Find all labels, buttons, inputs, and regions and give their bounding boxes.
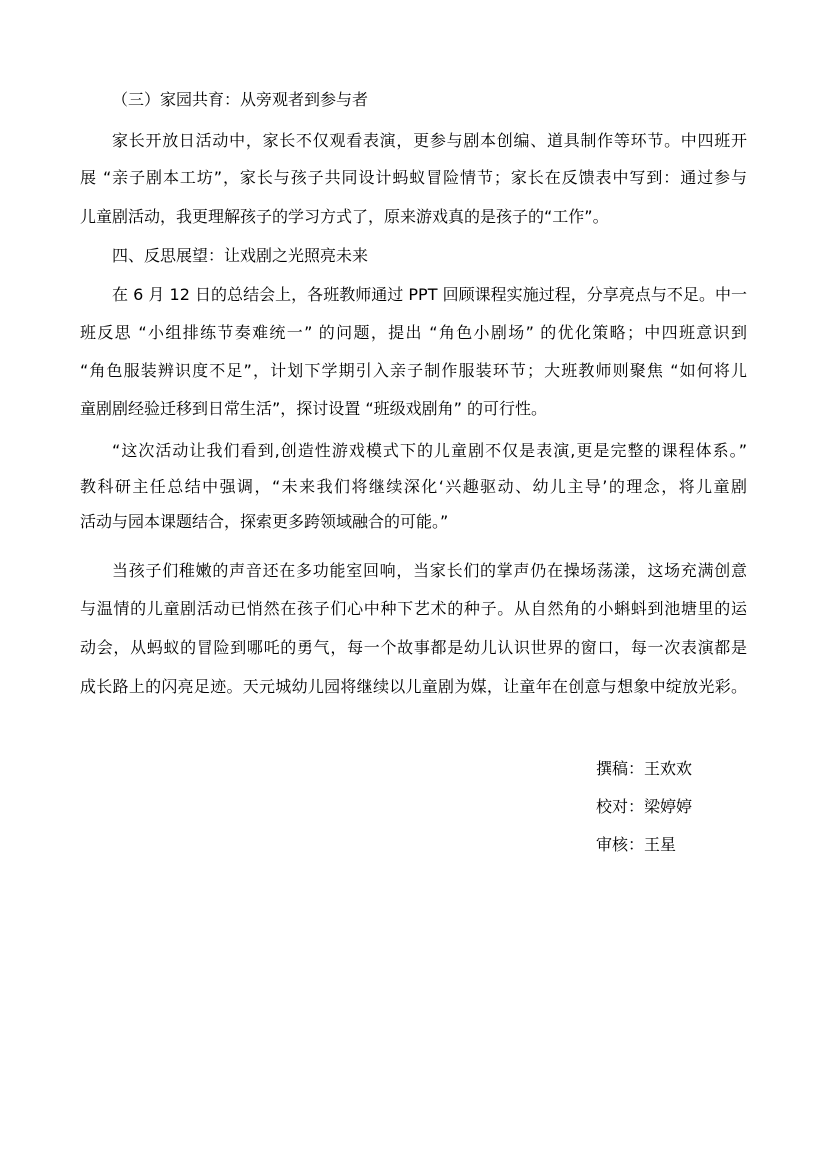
closing-line: 成长路上的闪亮足迹。天元城幼儿园将继续以儿童剧为媒，让童年在创意与想象中绽放光彩。 [80,677,747,696]
closing-line: 与温情的儿童剧活动已悄然在孩子们心中种下艺术的种子。从自然角的小蝌蚪到池塘里的运 [80,599,747,618]
paragraph-line: 童剧剧经验迁移到日常生活”，探讨设置 “班级戏剧角” 的可行性。 [80,399,548,418]
quote-line: 教科研主任总结中强调，“未来我们将继续深化‘兴趣驱动、幼儿主导’的理念，将儿童剧 [80,477,747,496]
paragraph-line: “角色服装辨识度不足”，计划下学期引入亲子制作服装环节；大班教师则聚焦 “如何将儿 [80,361,747,380]
paragraph-line: 家长开放日活动中，家长不仅观看表演，更参与剧本创编、道具制作等环节。中四班开 [112,131,747,150]
quote-line: “这次活动让我们看到,创造性游戏模式下的儿童剧不仅是表演,更是完整的课程体系。” [112,441,747,460]
paragraph-line: 展 “亲子剧本工坊”，家长与孩子共同设计蚂蚁冒险情节；家长在反馈表中写到：通过参与 [80,168,747,187]
paragraph-line: 儿童剧活动，我更理解孩子的学习方式了，原来游戏真的是孩子的“工作”。 [80,207,609,226]
reviewer-signature: 审核：王星 [596,835,677,854]
paragraph-line: 在 6 月 12 日的总结会上，各班教师通过 PPT 回顾课程实施过程，分享亮点与不足。中一 [112,285,747,304]
closing-line: 当孩子们稚嫩的声音还在多功能室回响，当家长们的掌声仍在操场荡漾，这场充满创意 [112,561,747,580]
section-three-heading: （三）家园共育：从旁观者到参与者 [112,90,369,109]
closing-line: 动会，从蚂蚁的冒险到哪吒的勇气，每一个故事都是幼儿认识世界的窗口，每一次表演都是 [80,638,747,657]
quote-line: 活动与园本课题结合，探索更多跨领域融合的可能。” [80,512,449,531]
author-signature: 撰稿：王欢欢 [596,759,693,778]
section-four-heading: 四、反思展望：让戏剧之光照亮未来 [112,246,369,265]
paragraph-line: 班反思 “小组排练节奏难统一” 的问题，提出 “角色小剧场” 的优化策略；中四班意识到 [80,323,747,342]
proofreader-signature: 校对：梁婷婷 [596,797,693,816]
